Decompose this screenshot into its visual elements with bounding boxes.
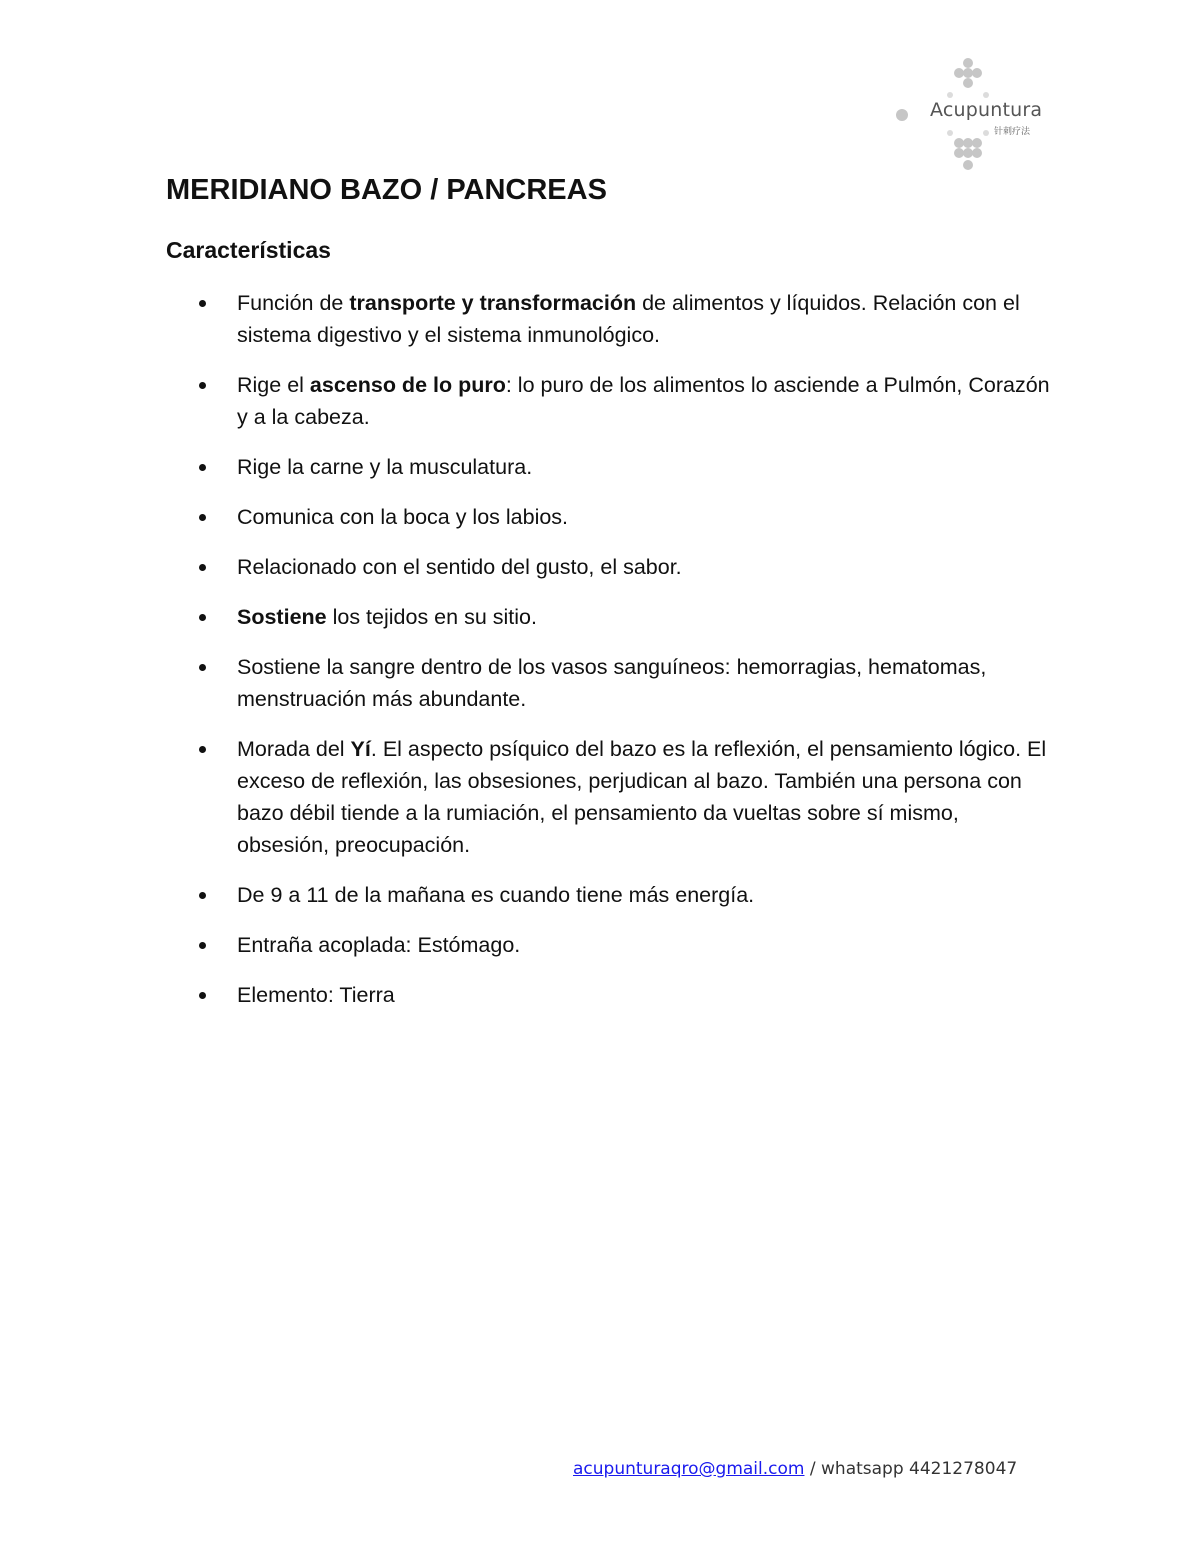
bullet-dot-icon [199, 892, 206, 899]
text-segment: de alimentos y líquidos. Relación con el sistema digestivo y el sistema inmunológico. [237, 291, 1020, 347]
bold-text: Yí [350, 737, 371, 761]
text-segment: Rige el [237, 373, 310, 397]
bold-text: transporte y transformación [349, 291, 637, 315]
list-item [196, 287, 1056, 351]
list-item [196, 651, 1056, 715]
text-segment: : lo puro de los alimentos lo asciende a Pulmón, Corazón y a la cabeza. [237, 373, 1050, 429]
text-segment: Comunica con la boca y los labios. [237, 505, 569, 529]
list-item [196, 979, 1056, 1011]
bullet-dot-icon [199, 300, 206, 307]
text-segment: los tejidos en su sitio. [326, 605, 537, 629]
list-item [196, 451, 1056, 483]
bold-text: ascenso de lo puro [309, 373, 506, 397]
text-segment: Morada del [237, 737, 351, 761]
bullet-dot-icon [199, 614, 206, 621]
logo-name: Acupuntura [930, 99, 1043, 121]
footer-separator: / [804, 1459, 822, 1479]
bullet-dot-icon [199, 746, 206, 753]
page-title: MERIDIANO BAZO / PANCREAS [166, 174, 607, 206]
characteristics-list [196, 287, 1056, 1029]
whatsapp-contact: whatsapp 4421278047 [821, 1459, 1018, 1479]
text-segment: Sostiene la sangre dentro de los vasos sanguíneos: hemorragias, hematomas, menstruación más abundante. [237, 655, 987, 711]
text-segment: Función de [237, 291, 350, 315]
bullet-dot-icon [199, 382, 206, 389]
bullet-dot-icon [199, 992, 206, 999]
bullet-dot-icon [199, 514, 206, 521]
bold-text: Sostiene [237, 605, 327, 629]
section-heading: Características [166, 237, 331, 263]
text-segment: De 9 a 11 de la mañana es cuando tiene más energía. [237, 883, 755, 907]
list-item [196, 733, 1056, 861]
text-segment: . El aspecto psíquico del bazo es la reflexión, el pensamiento lógico. El exceso de reflexión, las obsesiones, perjudican al bazo. También una persona con bazo débil tiende a la rumiación, el pensamiento da vueltas sobre sí mismo, obsesión, preocupación. [237, 737, 1047, 857]
text-segment: Elemento: Tierra [237, 983, 395, 1007]
bullet-dot-icon [199, 664, 206, 671]
list-item [196, 501, 1056, 533]
bullet-dot-icon [199, 564, 206, 571]
list-item [196, 551, 1056, 583]
list-item [196, 369, 1056, 433]
text-segment: Rige la carne y la musculatura. [237, 455, 533, 479]
footer-contact [573, 1459, 1017, 1479]
list-item [196, 879, 1056, 911]
list-item [196, 929, 1056, 961]
text-segment: Entraña acoplada: Estómago. [237, 933, 521, 957]
acupuntura-logo [890, 55, 1050, 175]
logo-subtitle: 针刺疗法 [994, 126, 1031, 136]
list-item [196, 601, 1056, 633]
bullet-dot-icon [199, 942, 206, 949]
bullet-dot-icon [199, 464, 206, 471]
email-link[interactable]: acupunturaqro@gmail.com [573, 1459, 805, 1479]
text-segment: Relacionado con el sentido del gusto, el sabor. [237, 555, 682, 579]
